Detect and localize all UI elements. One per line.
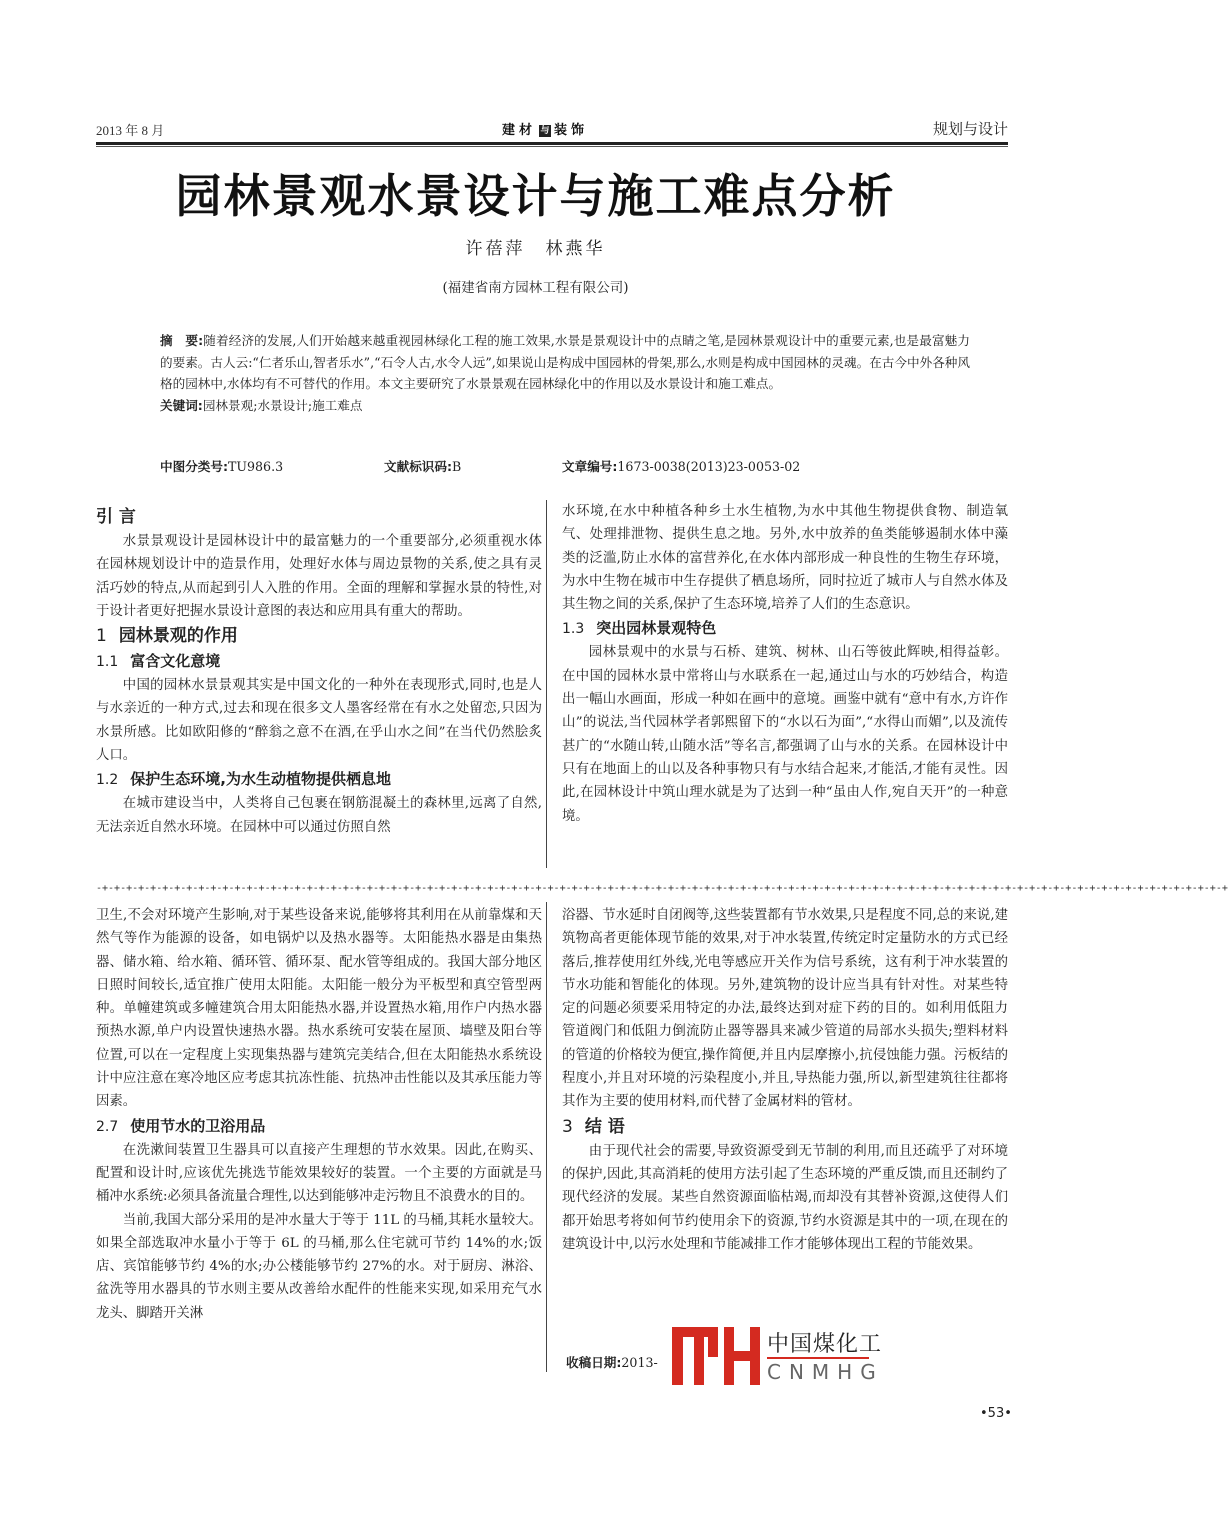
section-number: 3	[562, 1116, 573, 1137]
section-title: 使用节水的卫浴用品	[130, 1116, 266, 1135]
paragraph: 在洗漱间装置卫生器具可以直接产生理想的节水效果。因此,在购买、配置和设计时,应该优先挑选节能效果较好的装置。一个主要的方面就是马桶冲水系统:必须具备流量合理性,以达到能够冲走污物且不浪费水的目的。	[96, 1142, 542, 1205]
authors: 许蓓萍 林燕华	[465, 239, 606, 259]
lower-left-column	[96, 904, 542, 1325]
section-title: 园林景观的作用	[118, 626, 238, 647]
heading-section-1-3	[562, 616, 1008, 641]
affiliation: (福建省南方园林工程有限公司)	[442, 280, 629, 296]
watermark-text-en: CNMHG	[767, 1360, 884, 1384]
abstract	[134, 330, 970, 416]
section-title: 结 语	[584, 1116, 625, 1137]
keywords	[134, 395, 970, 417]
abstract-label: 摘 要:	[160, 333, 204, 348]
watermark-text-cn: 中国煤化工	[767, 1332, 883, 1357]
section-name: 规划与设计	[932, 122, 1008, 138]
heading-section-1-2	[96, 767, 542, 792]
journal-char: 装	[554, 123, 572, 138]
paragraph: 水环境,在水中种植各种乡土水生植物,为水中其他生物提供食物、制造氧气、处理排泄物、提供生息之地。另外,水中放养的鱼类能够遏制水体中藻类的泛滥,防止水体的富营养化,在水体内部形成一种良性的生物生存环境，为水中生物在城市中生存提供了栖息场所，同时拉近了城市人与自然水体及其生物之间的关系,保护了生态环境,培养了人们的生态意识。	[562, 504, 1008, 613]
keywords-label: 关键词:	[160, 397, 203, 413]
article-number-value: 1673-0038(2013)23-0053-02	[617, 459, 801, 474]
section-break-divider: -+-+-+-+-+-+-+-+-+-+-+-+-+-+-+-+-+-+-+-+-+-+-+-+-+-+-+-+-+-+-+-+-+-+-+-+-+-+-+-+-+-+-+-+-+-+-+-+-+-+-+-+-+-+-+-+-+-+-+-+-+-+-+-+-+-+-+-+-+-+-+-+-+-+-+-+-+-+-+-+-+-+-+-+-+-+-+-+-+-+-+-+-+-+	[96, 883, 1228, 894]
watermark-logo	[672, 1327, 882, 1387]
paragraph: 卫生,不会对环境产生影响,对于某些设备来说,能够将其利用在从前靠煤和天然气等作为能源的设备，如电锅炉以及热水器等。太阳能热水器是由集热器、储水箱、给水箱、循环管、循环泵、配水管等组成的。我国大部分地区日照时间较长,适宜推广使用太阳能。太阳能一般分为平板型和真空管型两种。单幢建筑或多幢建筑合用太阳能热水器,并设置热水箱,用作户内热水器预热水源,单户内设置快速热水器。热水系统可安装在屋顶、墙壁及阳台等位置,可以在一定程度上实现集热器与建筑完美结合,但在太阳能热水系统设计中应注意在寒冷地区应考虑其抗冻性能、抗热冲击性能以及其承压能力等因素。	[96, 908, 542, 1110]
page-number: •53•	[980, 1406, 1012, 1421]
section-number: 1.1	[96, 654, 119, 671]
section-title: 保护生态环境,为水生动植物提供栖息地	[130, 770, 391, 789]
heading-section-2-7	[96, 1114, 542, 1139]
section-title: 富含文化意境	[130, 652, 221, 671]
watermark-rule	[767, 1357, 869, 1359]
clc-value: TU986.3	[228, 459, 284, 474]
received-value: 2013-	[621, 1355, 658, 1370]
keywords-text: 园林景观;水景设计;施工难点	[202, 397, 363, 413]
abstract-text: 随着经济的发展,人们开始越来越重视园林绿化工程的施工效果,水景是景观设计中的点睛之笔,是园林景观设计中的重要元素,也是最富魅力的要素。古人云:“仁者乐山,智者乐水”,“石令人古,水令人远”,如果说山是构成中国园林的骨架,那么,水则是构成中国园林的灵魂。在古今中外各种风格的园林中,水体均有不可替代的作用。本文主要研究了水景景观在园林绿化中的作用以及水景设计和施工难点。	[160, 333, 970, 391]
paragraph: 中国的园林水景景观其实是中国文化的一种外在表现形式,同时,也是人与水亲近的一种方式,过去和现在很多文人墨客经常在有水之处留恋,只因为水景所感。比如欧阳修的“醉翁之意不在酒,在乎山水之间”在当代仍然脍炙人口。	[96, 678, 542, 764]
heading-section-1-1	[96, 649, 542, 674]
upper-right-column	[562, 500, 1008, 828]
received-date	[566, 1352, 658, 1371]
section-number: 2.7	[96, 1118, 119, 1135]
doc-code	[384, 456, 461, 475]
heading-introduction: 引 言	[96, 507, 136, 527]
upper-left-column	[96, 504, 542, 839]
section-number: 1.3	[562, 621, 585, 638]
section-title: 突出园林景观特色	[596, 619, 717, 638]
paragraph: 当前,我国大部分采用的是冲水量大于等于 11L 的马桶,其耗水量较大。如果全部选取冲水量小于等于 6L 的马桶,那么住宅就可节约 14%的水;饭店、宾馆能够节约 4%的水;办公楼能够节约 27%的水。对于厨房、淋浴、盆洗等用水器具的节水则主要从改善给水配件的性能来实现,如采用充气水龙头、脚踏开关淋	[96, 1212, 542, 1321]
paragraph: 由于现代社会的需要,导致资源受到无节制的利用,而且还疏乎了对环境的保护,因此,其高消耗的使用方法引起了生态环境的严重反馈,而且还制约了现代经济的发展。某些自然资源面临枯竭,而却没有其替补资源,这使得人们都开始思考将如何节约使用余下的资源,节约水资源是其中的一项,在现在的建筑设计中,以污水处理和节能减排工作才能够体现出工程的节能效果。	[562, 1143, 1008, 1252]
article-title: 园林景观水景设计与施工难点分析	[175, 169, 896, 223]
journal-char: 材	[519, 123, 537, 138]
lower-right-column	[562, 904, 1008, 1256]
received-label: 收稿日期:	[566, 1355, 622, 1370]
paragraph: 水景景观设计是园林设计中的最富魅力的一个重要部分,必须重视水体在园林规划设计中的造景作用，处理好水体与周边景物的关系,使之具有灵活巧妙的特点,从而起到引人入胜的作用。全面的理解和掌握水景的特性,对于设计者更好把握水景设计意图的表达和应用具有重大的帮助。	[96, 534, 542, 619]
paragraph: 园林景观中的水景与石桥、建筑、树林、山石等彼此辉映,相得益彰。在中国的园林水景中常将山与水联系在一起,通过山与水的巧妙结合，构造出一幅山水画面，形成一种如在画中的意境。画鉴中就有“意中有水,方许作山”的说法,当代园林学者郭熙留下的“水以石为面”,“水得山而媚”,以及流传甚广的“水随山转,山随水活”等名言,都强调了山与水的关系。在园林设计中只有在地面上的山以及各种事物只有与水结合起来,才能活,才能有灵性。因此,在园林设计中筑山理水就是为了达到一种“虽由人作,宛自天开”的一种意境。	[562, 645, 1008, 824]
section-number: 1	[96, 626, 107, 647]
doc-code-value: B	[452, 459, 462, 474]
running-header	[96, 118, 1008, 140]
paragraph: 浴器、节水延时自闭阀等,这些装置都有节水效果,只是程度不同,总的来说,建筑物高者更能体现节能的效果,对于冲水装置,传统定时定量防水的方式已经落后,推荐使用红外线,光电等感应开关作为信号系统，这有利于冲水装置的节水功能和智能化的体现。另外,建筑物的设计应当具有针对性。对某些特定的问题必须要采用特定的办法,最终达到对症下药的目的。如利用低阻力管道阀门和低阻力倒流防止器等器具来减少管道的局部水头损失;塑料材料的管道的价格较为便宜,操作简便,并且内层摩擦小,抗侵蚀能力强。污板结的程度小,并且对环境的污染程度小,并且,导热能力强,所以,新型建筑往往都将其作为主要的使用材料,而代替了金属材料的管材。	[562, 908, 1008, 1110]
clc	[160, 456, 283, 475]
article-number	[562, 456, 800, 475]
heading-section-3	[562, 1114, 1008, 1140]
journal-name	[502, 119, 588, 138]
heading-section-1	[96, 623, 542, 649]
paragraph: 在城市建设当中，人类将自己包裹在钢筋混凝土的森林里,远离了自然,无法亲近自然水环境。在园林中可以通过仿照自然	[96, 796, 542, 835]
header-rule-thin	[96, 146, 1008, 147]
issue-date: 2013 年 8 月	[96, 123, 165, 138]
journal-char: 饰	[571, 123, 589, 138]
section-number: 1.2	[96, 772, 119, 789]
clc-label: 中图分类号:	[160, 459, 229, 474]
column-divider	[546, 500, 547, 868]
header-rule	[96, 142, 1008, 145]
doc-code-label: 文献标识码:	[384, 459, 453, 474]
article-number-label: 文章编号:	[562, 459, 618, 474]
journal-char: 建	[502, 123, 520, 138]
mh-logo-icon	[672, 1327, 760, 1385]
journal-mark: 与	[540, 125, 550, 136]
column-divider	[546, 902, 547, 1372]
abstract-body	[134, 330, 970, 395]
